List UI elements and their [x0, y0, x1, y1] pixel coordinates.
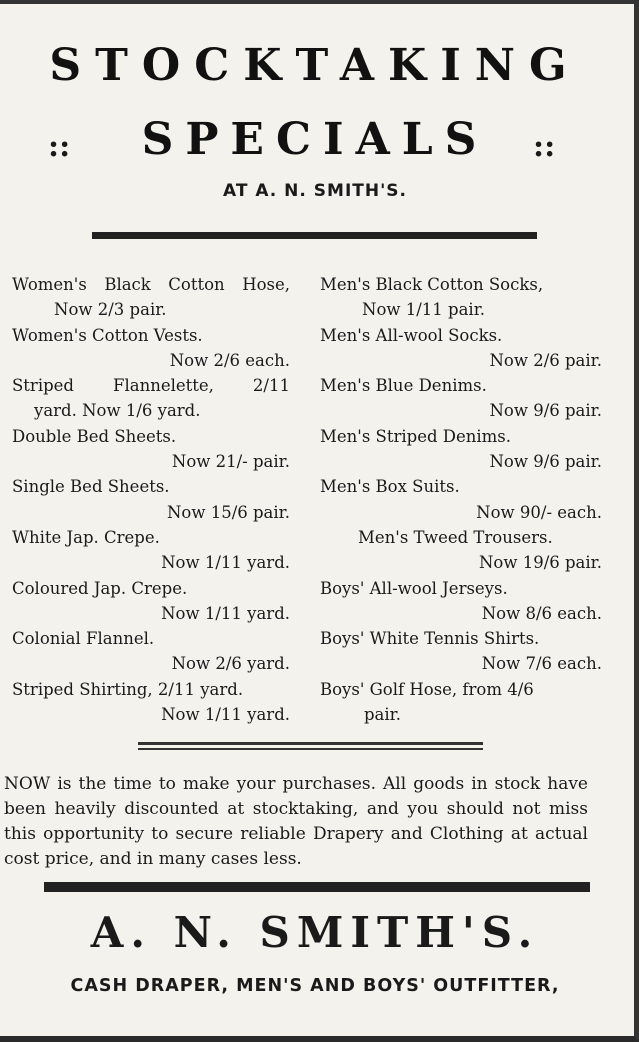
list-item: Boys' Golf Hose, from 4/6 pair. [320, 679, 534, 725]
list-item: Striped Flannelette, 2/11 yard. Now 1/6 yard. [12, 376, 290, 421]
middle-divider-top [138, 742, 483, 745]
left-column [12, 272, 290, 727]
list-item: Boys' All-wool Jerseys. Now 8/6 each. [320, 578, 602, 623]
list-item: Coloured Jap. Crepe. Now 1/11 yard. [12, 578, 290, 623]
list-item: Men's All-wool Socks. Now 2/6 pair. [320, 325, 602, 370]
ornament-right: :: [533, 129, 556, 164]
list-item: Men's Box Suits. Now 90/- each. [320, 477, 602, 522]
list-item: White Jap. Crepe. Now 1/11 yard. [12, 527, 290, 573]
footer-divider [44, 882, 590, 892]
list-item: Single Bed Sheets. Now 15/6 pair. [12, 477, 290, 522]
middle-divider-bottom [138, 748, 483, 750]
closing-paragraph: NOW is the time to make your purchases. All goods in stock have been heavily discounted at stocktaking, and you should not miss this opportunity to secure reliable Drapery and Clothing at actual cost price, and in many cases less. [4, 774, 588, 869]
top-divider [92, 232, 537, 239]
ornament-left: :: [48, 129, 71, 164]
list-item: Women's Cotton Vests. Now 2/6 each. [12, 325, 290, 370]
list-item: Double Bed Sheets. Now 21/- pair. [12, 426, 290, 472]
subtitle: AT A. N. SMITH'S. [222, 181, 408, 201]
list-item: Boys' White Tennis Shirts. Now 7/6 each. [320, 629, 602, 674]
list-item: Men's Blue Denims. Now 9/6 pair. [320, 376, 602, 421]
list-item: Men's Tweed Trousers. Now 19/6 pair. [358, 527, 602, 573]
list-item: Men's Black Cotton Socks, Now 1/11 pair. [320, 275, 544, 320]
list-item: Women's Black Cotton Hose, Now 2/3 pair. [12, 275, 290, 320]
trade-line: CASH DRAPER, MEN'S AND BOYS' OUTFITTER, [70, 976, 560, 996]
firm-name: A. N. SMITH'S. [90, 908, 540, 957]
list-item: Men's Striped Denims. Now 9/6 pair. [320, 426, 602, 472]
list-item: Striped Shirting, 2/11 yard. Now 1/11 yard. [12, 679, 290, 725]
right-column [320, 272, 602, 727]
headline-stocktaking: STOCKTAKING [49, 40, 581, 91]
list-item: Colonial Flannel. Now 2/6 yard. [12, 629, 290, 674]
headline-specials: SPECIALS [141, 114, 489, 165]
